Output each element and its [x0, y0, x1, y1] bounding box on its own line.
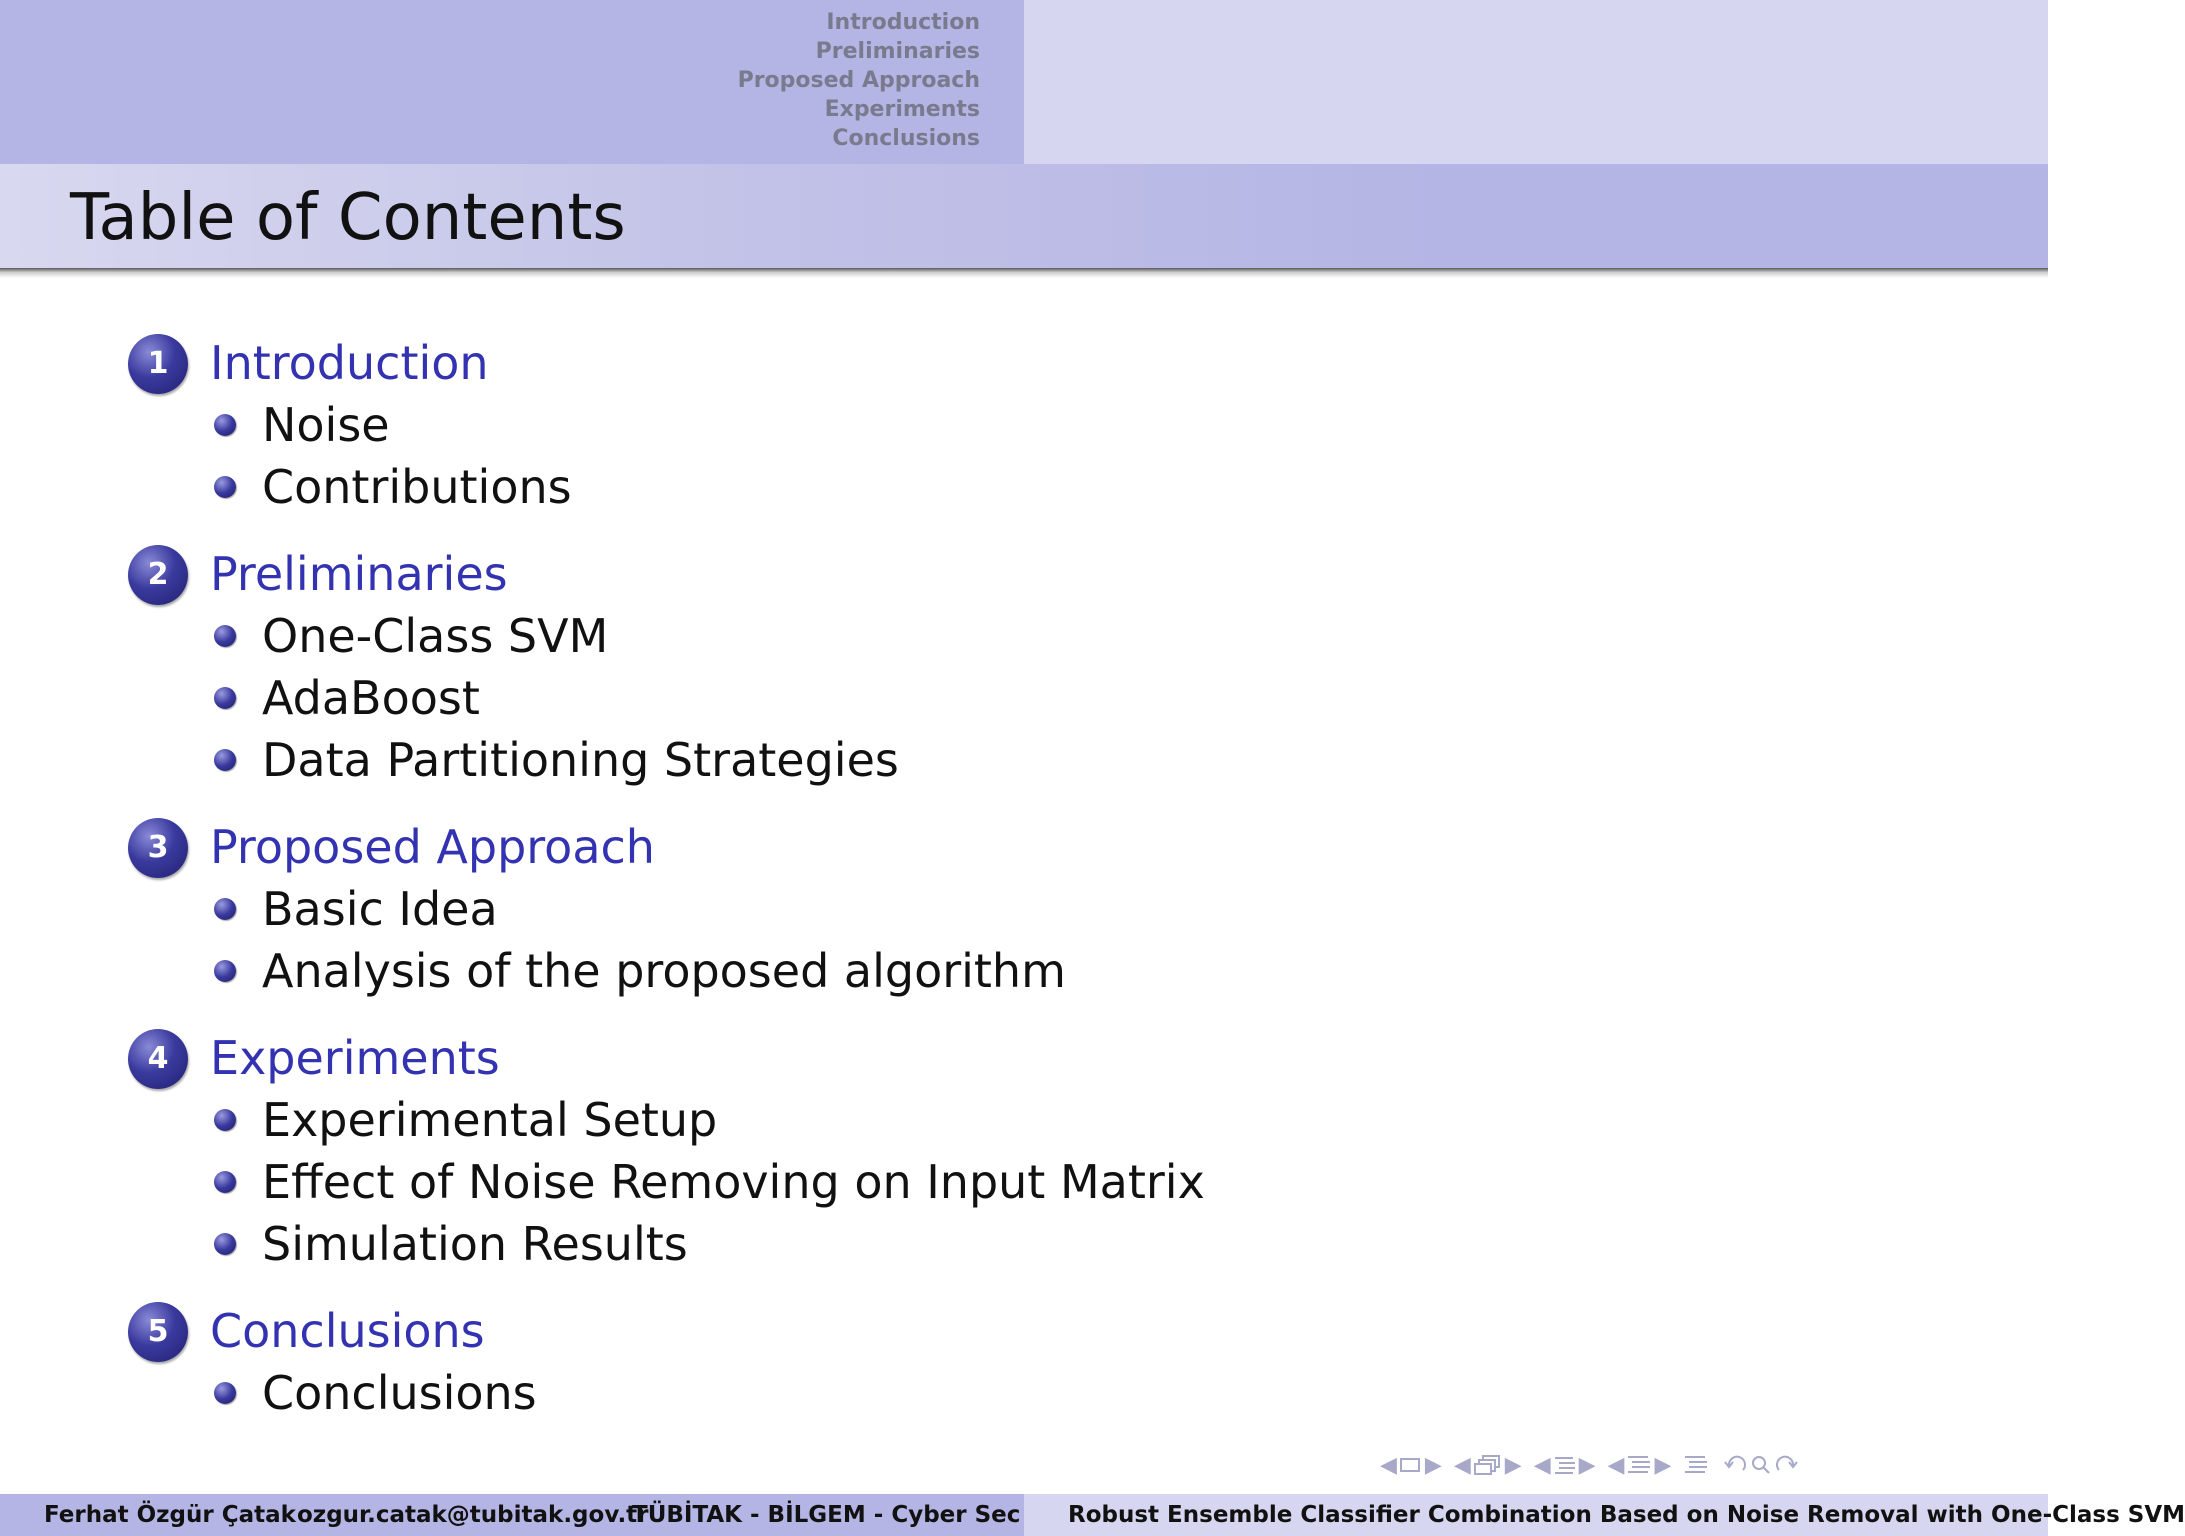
toc-item-label[interactable]: Analysis of the proposed algorithm	[262, 944, 1066, 998]
arrow-right-icon[interactable]: ▶	[1424, 1452, 1442, 1478]
footer-author: Ferhat Özgür Çatak	[44, 1502, 296, 1528]
nav-proposed-approach[interactable]: Proposed Approach	[737, 68, 980, 93]
bullet-icon	[214, 960, 236, 982]
arrow-right-icon[interactable]: ▶	[1504, 1452, 1522, 1478]
arrow-left-icon[interactable]: ◀	[1453, 1452, 1471, 1478]
footer-right	[1024, 1494, 2185, 1536]
search-nav[interactable]	[1721, 1454, 1801, 1476]
search-icon[interactable]	[1749, 1454, 1773, 1476]
footer-institute: TÜBİTAK - BİLGEM - Cyber Sec	[632, 1502, 1021, 1528]
appendix-icon[interactable]	[1683, 1454, 1709, 1476]
toc-item-label[interactable]: Simulation Results	[262, 1217, 688, 1271]
bullet-icon	[214, 1382, 236, 1404]
frame-nav[interactable]	[1380, 1453, 1442, 1478]
nav-experiments[interactable]: Experiments	[824, 97, 980, 122]
toc-item-label[interactable]: Noise	[262, 398, 390, 452]
toc-section-label[interactable]: Experiments	[210, 1031, 500, 1085]
bullet-icon	[214, 1233, 236, 1255]
appendix-nav[interactable]	[1683, 1454, 1709, 1476]
bullet-icon	[214, 414, 236, 436]
section-nav	[738, 8, 980, 153]
bullet-icon	[214, 1171, 236, 1193]
toc-section-label[interactable]: Proposed Approach	[210, 820, 655, 874]
toc-item-label[interactable]: Data Partitioning Strategies	[262, 733, 899, 787]
bullet-icon	[214, 687, 236, 709]
toc-item-label[interactable]: Effect of Noise Removing on Input Matrix	[262, 1155, 1205, 1209]
toc-section-label[interactable]: Preliminaries	[210, 547, 508, 601]
toc-item-label[interactable]: AdaBoost	[262, 671, 480, 725]
toc-section-label[interactable]: Introduction	[210, 336, 489, 390]
section-number-ball: 4	[128, 1029, 188, 1089]
section-icon[interactable]	[1553, 1454, 1577, 1476]
toc-item-label[interactable]: Experimental Setup	[262, 1093, 718, 1147]
presentation-nav[interactable]	[1608, 1453, 1672, 1478]
toc-item-label[interactable]: Basic Idea	[262, 882, 498, 936]
frame-icon[interactable]	[1399, 1456, 1423, 1474]
subsection-nav[interactable]	[1454, 1453, 1522, 1478]
bullet-icon	[214, 749, 236, 771]
section-number-ball: 2	[128, 545, 188, 605]
section-number-ball: 3	[128, 818, 188, 878]
toc-item-label[interactable]: Contributions	[262, 460, 572, 514]
arrow-right-icon[interactable]: ▶	[1654, 1452, 1672, 1478]
title-bar-shadow	[0, 268, 2048, 278]
arrow-right-icon[interactable]: ▶	[1578, 1452, 1596, 1478]
nav-preliminaries[interactable]: Preliminaries	[815, 39, 980, 64]
toc-item-label[interactable]: Conclusions	[262, 1366, 537, 1420]
nav-introduction[interactable]: Introduction	[826, 10, 980, 35]
nav-conclusions[interactable]: Conclusions	[832, 126, 980, 151]
presentation-icon[interactable]	[1626, 1454, 1652, 1476]
section-number-ball: 1	[128, 334, 188, 394]
bullet-icon	[214, 1109, 236, 1131]
page-title: Table of Contents	[70, 181, 626, 255]
bullet-icon	[214, 476, 236, 498]
header-nav-left	[0, 0, 1024, 164]
section-nav[interactable]	[1534, 1453, 1596, 1478]
footer-email: ozgur.catak@tubitak.gov.tr	[297, 1502, 649, 1528]
navigation-symbols	[1380, 1448, 1801, 1482]
subsection-icon[interactable]	[1473, 1454, 1503, 1476]
bullet-icon	[214, 625, 236, 647]
undo-icon[interactable]	[1721, 1454, 1747, 1476]
toc-item-label[interactable]: One-Class SVM	[262, 609, 609, 663]
bullet-icon	[214, 898, 236, 920]
arrow-left-icon[interactable]: ◀	[1607, 1452, 1625, 1478]
toc-section-label[interactable]: Conclusions	[210, 1304, 485, 1358]
arrow-left-icon[interactable]: ◀	[1380, 1452, 1397, 1478]
redo-icon[interactable]	[1775, 1454, 1801, 1476]
section-number-ball: 5	[128, 1302, 188, 1362]
footer-left	[0, 1494, 1024, 1536]
footer-talk-title: Robust Ensemble Classifier Combination Based on Noise Removal with One-Class SVM	[1068, 1502, 2185, 1528]
arrow-left-icon[interactable]: ◀	[1533, 1452, 1551, 1478]
header-nav-right	[1024, 0, 2048, 164]
